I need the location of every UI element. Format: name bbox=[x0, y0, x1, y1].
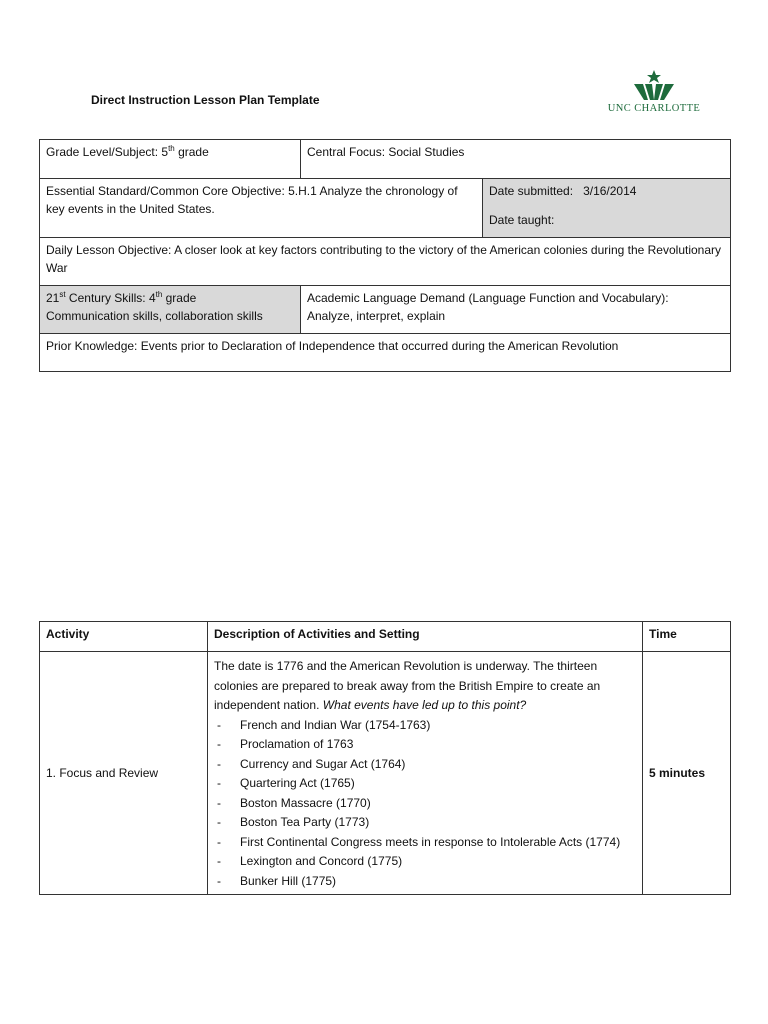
unc-charlotte-logo bbox=[602, 70, 706, 120]
crown-icon bbox=[632, 70, 676, 102]
date-submitted-value: 3/16/2014 bbox=[583, 184, 637, 198]
document-title: Direct Instruction Lesson Plan Template bbox=[91, 93, 320, 107]
date-taught-label: Date taught: bbox=[489, 213, 555, 227]
description-intro: The date is 1776 and the American Revolution is underway. The thirteen colonies are prepared to break away from the British Empire to create an independent nation. bbox=[214, 659, 601, 712]
grade-level-text: Grade Level/Subject: 5 bbox=[46, 145, 169, 159]
activities-table bbox=[39, 621, 731, 895]
list-item: - First Continental Congress meets in response to Intolerable Acts (1774) bbox=[214, 833, 636, 853]
list-item: - French and Indian War (1754-1763) bbox=[214, 716, 636, 736]
header-time: Time bbox=[643, 622, 731, 652]
date-submitted-label: Date submitted: bbox=[489, 184, 574, 198]
central-focus-cell: Central Focus: Social Studies bbox=[301, 140, 731, 179]
list-item: - Lexington and Concord (1775) bbox=[214, 852, 636, 872]
list-item: - Bunker Hill (1775) bbox=[214, 872, 636, 892]
table-row bbox=[40, 652, 731, 895]
skills-sup-a: st bbox=[59, 290, 66, 299]
events-list bbox=[214, 716, 636, 892]
lesson-info-table bbox=[39, 139, 731, 372]
time-cell: 5 minutes bbox=[643, 652, 731, 895]
skills-mid: Century Skills: 4 bbox=[65, 291, 156, 305]
list-item: - Proclamation of 1763 bbox=[214, 735, 636, 755]
description-question: What events have led up to this point? bbox=[322, 698, 527, 712]
academic-language-line1: Academic Language Demand (Language Function and Vocabulary): bbox=[307, 291, 669, 305]
header-description: Description of Activities and Setting bbox=[208, 622, 643, 652]
century-skills-line2: Communication skills, collaboration skills bbox=[46, 309, 263, 323]
grade-level-sup: th bbox=[168, 144, 175, 153]
description-cell bbox=[208, 652, 643, 895]
list-item: - Quartering Act (1765) bbox=[214, 774, 636, 794]
date-submitted-line bbox=[489, 182, 724, 200]
grade-level-cell bbox=[40, 140, 301, 179]
dates-cell bbox=[483, 179, 731, 238]
essential-standard-cell: Essential Standard/Common Core Objective: 5.H.1 Analyze the chronology of key events in the United States. bbox=[40, 179, 483, 238]
daily-objective-cell: Daily Lesson Objective: A closer look at key factors contributing to the victory of the American colonies during the Revolutionary War bbox=[40, 238, 731, 286]
skills-suffix: grade bbox=[162, 291, 197, 305]
activity-name-cell: 1. Focus and Review bbox=[40, 652, 208, 895]
list-item: - Currency and Sugar Act (1764) bbox=[214, 755, 636, 775]
list-item: - Boston Massacre (1770) bbox=[214, 794, 636, 814]
academic-language-cell bbox=[301, 286, 731, 334]
header-activity: Activity bbox=[40, 622, 208, 652]
century-skills-cell bbox=[40, 286, 301, 334]
academic-language-line2: Analyze, interpret, explain bbox=[307, 309, 446, 323]
skills-prefix: 21 bbox=[46, 291, 60, 305]
prior-knowledge-cell: Prior Knowledge: Events prior to Declaration of Independence that occurred during the American Revolution bbox=[40, 334, 731, 372]
logo-text: UNC CHARLOTTE bbox=[607, 103, 701, 114]
list-item: - Boston Tea Party (1773) bbox=[214, 813, 636, 833]
grade-level-suffix: grade bbox=[174, 145, 209, 159]
skills-sup-b: th bbox=[155, 290, 163, 299]
century-skills-line1 bbox=[46, 289, 294, 307]
description-paragraph bbox=[214, 657, 636, 716]
